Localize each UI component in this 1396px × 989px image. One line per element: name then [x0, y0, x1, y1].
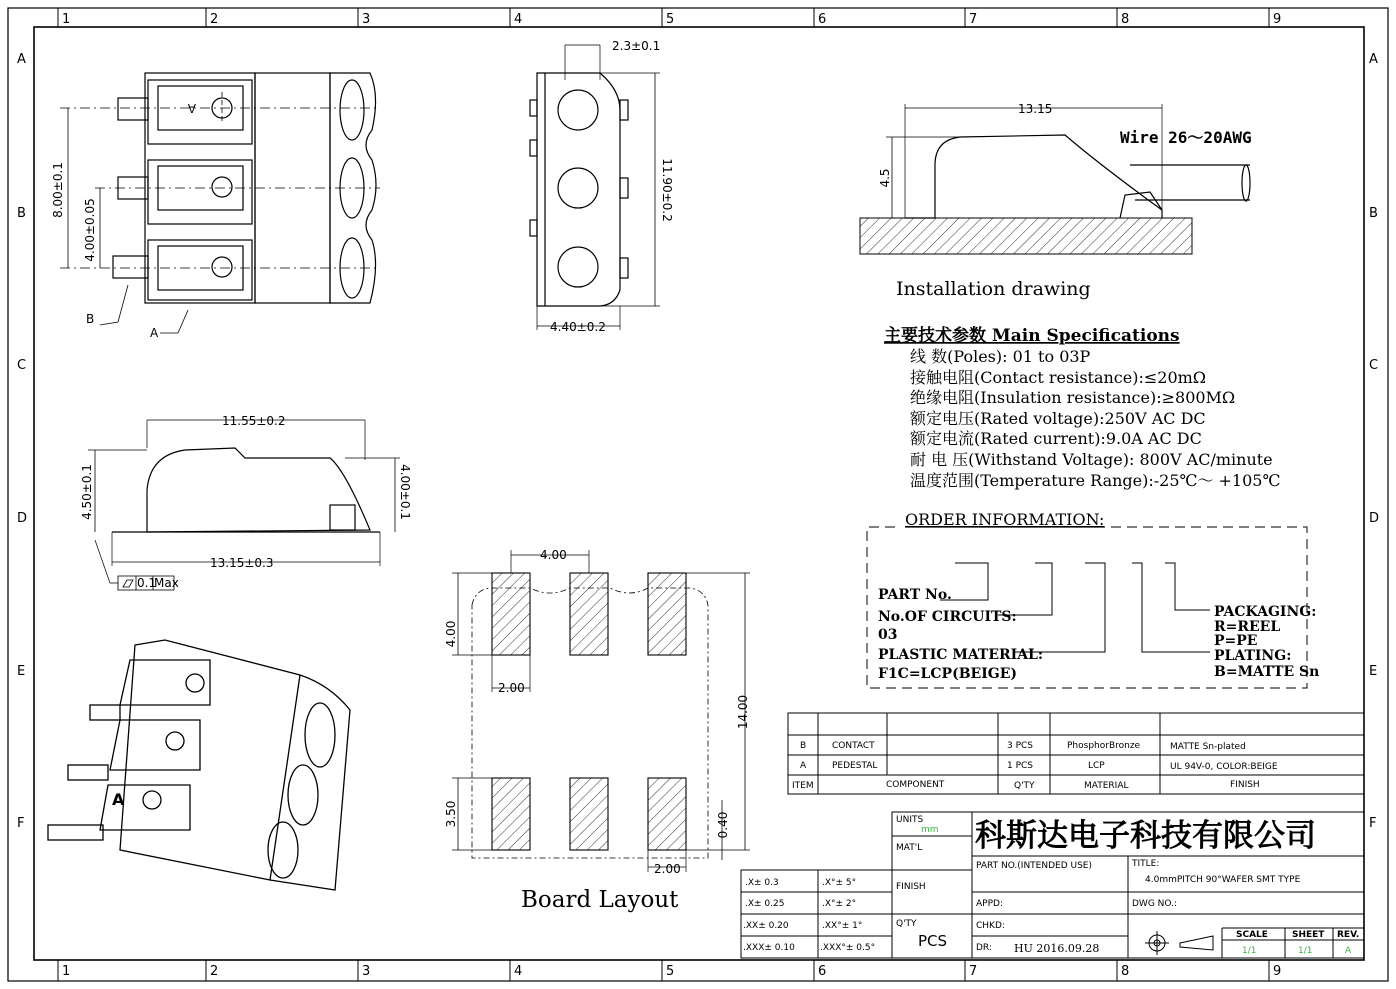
- order-packaging: PACKAGING:: [1214, 604, 1317, 620]
- top-mark-a: A: [187, 101, 196, 115]
- tol-3-lin: .XXX± 0.10: [743, 943, 795, 953]
- grid-col-bottom-5: 5: [666, 964, 675, 979]
- grid-col-top-7: 7: [969, 12, 978, 27]
- bom-table: [788, 713, 1364, 794]
- top-label-b: B: [86, 312, 95, 326]
- grid-row-right-A: A: [1369, 52, 1378, 67]
- grid-row-right-E: E: [1369, 664, 1378, 679]
- tb-dr: DR:: [976, 943, 992, 953]
- tb-part-no: PART NO.(INTENDED USE): [976, 861, 1092, 871]
- order-plastic: PLASTIC MATERIAL:: [878, 647, 1044, 663]
- grid-col-top-8: 8: [1121, 12, 1130, 27]
- bom-header-material: MATERIAL: [1084, 781, 1129, 791]
- tb-scale-val: 1/1: [1242, 946, 1257, 956]
- bom-row-1-component: PEDESTAL: [832, 761, 878, 771]
- bom-row-1-item: A: [800, 761, 807, 771]
- grid-col-bottom-9: 9: [1273, 964, 1282, 979]
- board-dim-w2b: 2.00: [654, 862, 681, 876]
- grid-col-top-6: 6: [818, 12, 827, 27]
- board-dim-04: 0.40: [716, 811, 730, 839]
- tb-dr-val: HU 2016.09.28: [1014, 942, 1100, 955]
- grid-col-top-4: 4: [514, 12, 523, 27]
- specs-heading: 主要技术参数 Main Specifications: [884, 326, 1180, 346]
- tol-2-lin: .XX± 0.20: [743, 921, 789, 931]
- grid-row-left-B: B: [17, 206, 26, 221]
- tb-qty: Q'TY: [896, 919, 917, 929]
- grid-col-bottom-4: 4: [514, 964, 523, 979]
- grid-col-top-2: 2: [210, 12, 219, 27]
- order-part-no: PART No.: [878, 587, 952, 603]
- front-dim-119: 11.90±0.2: [660, 158, 674, 222]
- grid-row-left-A: A: [17, 52, 26, 67]
- top-label-a: A: [150, 326, 159, 340]
- bom-row-1-finish: UL 94V-0, COLOR:BEIGE: [1170, 762, 1278, 772]
- side-dim-1315: 13.15±0.3: [210, 556, 274, 570]
- tb-sheet: SHEET: [1292, 930, 1325, 940]
- flatness-value: 0.1: [137, 576, 157, 590]
- top-view: [60, 73, 380, 333]
- installation-title: Installation drawing: [896, 278, 1091, 300]
- bom-header-finish: FINISH: [1230, 780, 1260, 790]
- tb-finish: FINISH: [896, 882, 926, 892]
- bom-header-component: COMPONENT: [886, 780, 945, 790]
- top-dim-4: 4.00±0.05: [83, 198, 97, 262]
- grid-col-top-5: 5: [666, 12, 675, 27]
- board-dim-pitch: 4.00: [540, 548, 567, 562]
- tb-appd: APPD:: [976, 899, 1003, 909]
- bom-row-0-item: B: [800, 741, 807, 751]
- order-plating: PLATING:: [1214, 648, 1292, 664]
- spec-line-3: 额定电压(Rated voltage):250V AC DC: [910, 409, 1206, 428]
- spec-line-1: 接触电阻(Contact resistance):≤20mΩ: [910, 368, 1207, 387]
- spec-line-4: 额定电流(Rated current):9.0A AC DC: [910, 429, 1202, 448]
- grid-row-left-C: C: [17, 358, 27, 373]
- bom-row-0-finish: MATTE Sn-plated: [1170, 742, 1246, 752]
- spec-line-5: 耐 电 压(Withstand Voltage): 800V AC/minute: [910, 450, 1273, 469]
- order-heading: ORDER INFORMATION:: [905, 510, 1105, 529]
- iso-mark-a: A: [112, 790, 125, 809]
- order-pe: P=PE: [1214, 633, 1258, 649]
- tb-sheet-val: 1/1: [1298, 946, 1313, 956]
- spec-line-2: 绝缘电阻(Insulation resistance):≥800MΩ: [910, 388, 1236, 407]
- grid-col-bottom-6: 6: [818, 964, 827, 979]
- grid-col-bottom-8: 8: [1121, 964, 1130, 979]
- order-plating-val: B=MATTE Sn: [1214, 664, 1320, 680]
- front-view: [530, 45, 660, 330]
- tb-chkd: CHKD:: [976, 921, 1005, 931]
- bom-row-0-qty: 3 PCS: [1007, 741, 1034, 751]
- front-dim-44: 4.40±0.2: [550, 320, 606, 334]
- order-reel: R=REEL: [1214, 619, 1281, 635]
- tb-rev: REV.: [1337, 930, 1360, 940]
- side-dim-40: 4.00±0.1: [398, 464, 412, 520]
- tb-units-label: UNITS: [896, 815, 924, 825]
- side-dim-1155: 11.55±0.2: [222, 414, 286, 428]
- tol-2-ang: .XX°± 1°: [822, 921, 863, 931]
- order-circuits: No.OF CIRCUITS:: [878, 609, 1017, 625]
- side-dim-45: 4.50±0.1: [80, 464, 94, 520]
- spec-line-6: 温度范围(Temperature Range):-25℃～ +105℃: [910, 471, 1281, 490]
- tol-1-lin: .X± 0.25: [745, 899, 785, 909]
- inst-wire: Wire 26～20AWG: [1120, 128, 1252, 147]
- bom-row-0-material: PhosphorBronze: [1067, 741, 1141, 751]
- tb-matl: MAT'L: [896, 843, 923, 853]
- tb-company: 科斯达电子科技有限公司: [975, 818, 1316, 854]
- grid-col-bottom-7: 7: [969, 964, 978, 979]
- tol-3-ang: .XXX°± 0.5°: [820, 943, 876, 953]
- tb-units-val: mm: [921, 825, 939, 835]
- inst-dim-h: 4.5: [878, 168, 892, 188]
- grid-row-left-F: F: [17, 816, 25, 831]
- grid-col-top-3: 3: [362, 12, 371, 27]
- grid-row-left-D: D: [17, 511, 28, 526]
- order-plastic-val: F1C=LCP(BEIGE): [878, 666, 1017, 682]
- spec-line-0: 线 数(Poles): 01 to 03P: [910, 347, 1091, 366]
- front-dim-23: 2.3±0.1: [612, 39, 661, 53]
- order-circuits-val: 03: [878, 627, 898, 643]
- grid-col-bottom-1: 1: [62, 964, 71, 979]
- grid-row-right-C: C: [1369, 358, 1379, 373]
- tol-0-ang: .X°± 5°: [822, 878, 857, 888]
- board-layout-title: Board Layout: [521, 887, 679, 913]
- bom-row-1-qty: 1 PCS: [1007, 761, 1034, 771]
- installation-drawing: [860, 104, 1250, 254]
- tb-qty-val: PCS: [918, 932, 948, 950]
- grid-col-top-1: 1: [62, 12, 71, 27]
- tol-0-lin: .X± 0.3: [745, 878, 779, 888]
- grid-row-right-D: D: [1369, 511, 1380, 526]
- bom-row-1-material: LCP: [1088, 761, 1105, 771]
- top-dim-8: 8.00±0.1: [51, 162, 65, 218]
- board-dim-h4: 4.00: [444, 620, 458, 648]
- grid-col-bottom-2: 2: [210, 964, 219, 979]
- board-dim-14: 14.00: [736, 694, 750, 730]
- board-dim-w2: 2.00: [498, 681, 525, 695]
- board-dim-35: 3.50: [444, 800, 458, 828]
- bom-row-0-component: CONTACT: [832, 741, 875, 751]
- bom-header-qty: Q'TY: [1014, 781, 1035, 791]
- inst-dim-len: 13.15: [1018, 102, 1053, 116]
- tb-rev-val: A: [1345, 946, 1352, 956]
- grid-row-right-B: B: [1369, 206, 1378, 221]
- tb-title-label: TITLE:: [1132, 859, 1160, 869]
- grid-col-top-9: 9: [1273, 12, 1282, 27]
- tb-scale: SCALE: [1236, 930, 1268, 940]
- grid-col-bottom-3: 3: [362, 964, 371, 979]
- flatness-max: Max: [154, 576, 179, 590]
- grid-row-right-F: F: [1369, 816, 1377, 831]
- isometric-view: [48, 640, 350, 890]
- grid-row-left-E: E: [17, 664, 26, 679]
- tb-dwg-no: DWG NO.:: [1132, 899, 1178, 909]
- tol-1-ang: .X°± 2°: [822, 899, 857, 909]
- board-layout: [452, 550, 750, 872]
- tb-title-val: 4.0mmPITCH 90°WAFER SMT TYPE: [1145, 875, 1301, 885]
- bom-header-item: ITEM: [792, 781, 814, 791]
